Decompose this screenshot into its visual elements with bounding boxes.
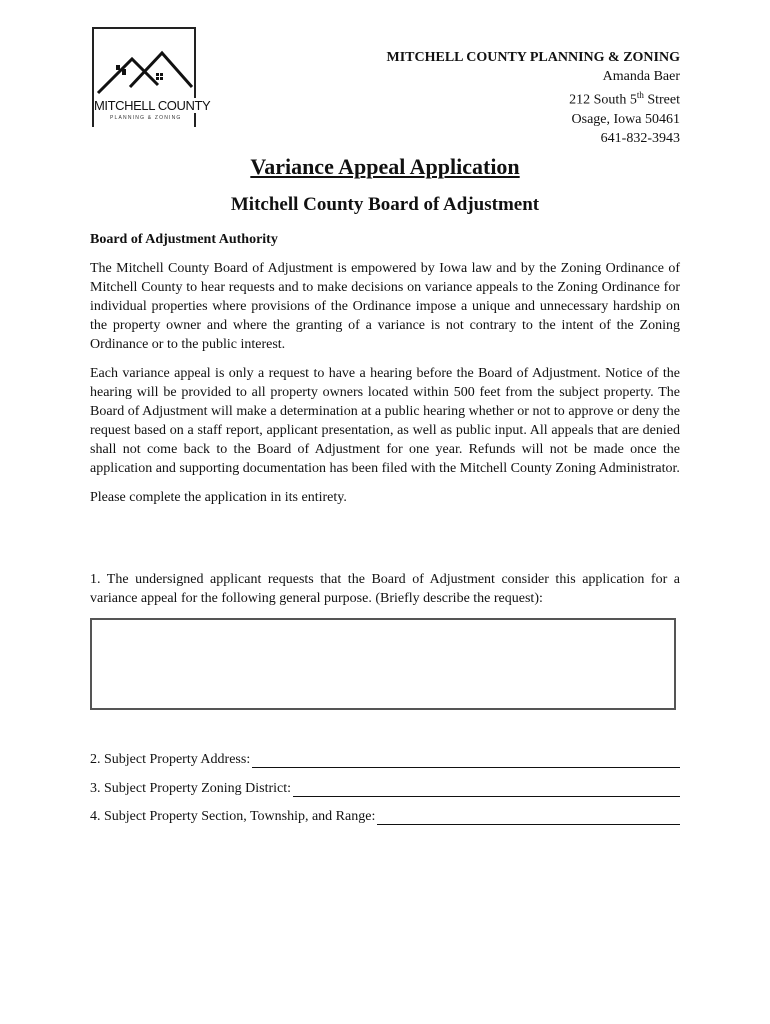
street-address: 212 South 5th Street [569,90,680,108]
question-1-text: 1. The undersigned applicant requests that the Board of Adjustment consider this application for a variance appeal for the following general purpose. (Briefly describe the request): [90,572,680,606]
instruction-paragraph: Please complete the application in its entirety. [90,490,347,505]
authority-section [90,230,680,517]
office-name: MITCHELL COUNTY PLANNING & ZONING [386,50,680,65]
request-description-box[interactable] [90,618,676,710]
property-address-label: 2. Subject Property Address: [90,752,251,767]
section-township-range-line[interactable] [377,810,680,825]
city-state-zip: Osage, Iowa 50461 [571,111,680,127]
zoning-district-line[interactable] [293,782,680,797]
hearing-paragraph: Each variance appeal is only a request to have a hearing before the Board of Adjustment. Notice of the hearing will be provided to all property owners located within 500 feet from the subject property. The Board of Adjustment will make a determination at a public hearing whether or not to approve or deny the request based on a staff report, applicant presentation, as well as public input. All appeals that are denied shall not come back to the Board of Adjustment for one year. Refunds will not be made once the application and supporting documentation has been filed with the Mitchell County Zoning Administrator. [90,366,680,476]
section-township-range-field[interactable] [90,809,680,825]
property-address-field[interactable] [90,752,680,768]
contact-name: Amanda Baer [602,69,680,84]
house-roofs-icon [94,29,194,101]
zoning-district-label: 3. Subject Property Zoning District: [90,781,292,796]
logo-subtitle: PLANNING & ZONING [110,115,182,121]
zoning-district-field[interactable] [90,781,680,797]
section-township-range-label: 4. Subject Property Section, Township, and Range: [90,809,376,824]
section-heading: Board of Adjustment Authority [90,232,278,247]
phone-number: 641-832-3943 [600,130,680,146]
property-address-line[interactable] [252,753,680,768]
authority-paragraph: The Mitchell County Board of Adjustment is empowered by Iowa law and by the Zoning Ordinance of Mitchell County to hear requests and to make decisions on variance appeals to the Zoning Ordinance for individual properties where provisions of the Ordinance impose a unique and unnecessary hardship on the property owner and where the granting of a variance is not contrary to the intent of the Zoning Ordinance or to the public interest. [90,261,680,352]
office-address-block [386,48,680,148]
document-subtitle: Mitchell County Board of Adjustment [230,194,540,215]
document-title: Variance Appeal Application [250,154,520,179]
logo-name: MITCHELL COUNTY [94,98,211,113]
